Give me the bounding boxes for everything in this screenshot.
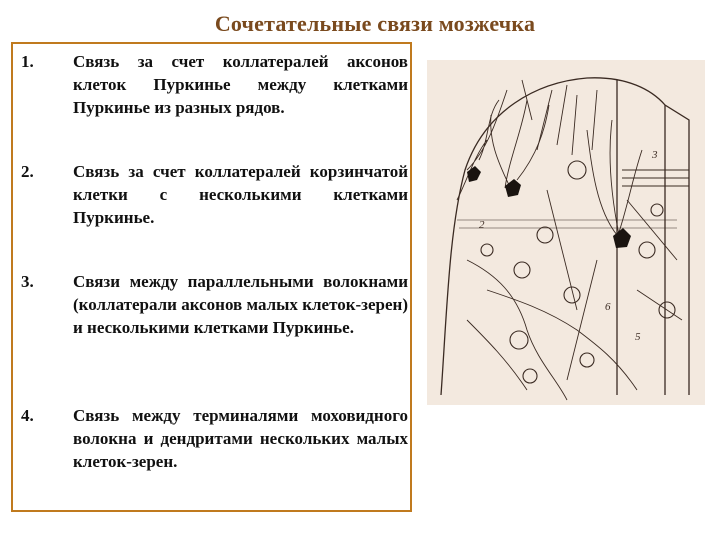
item-text: Связи между параллельными волокнами (коллатерали аксонов малых клеток-зерен) и несколькими клетками Пуркинье.	[73, 272, 408, 337]
connections-list	[11, 42, 412, 512]
item-text: Связь за счет коллатералей аксонов клеток Пуркинье между клетками Пуркинье из разных рядов.	[73, 52, 408, 117]
cerebellum-connections-illustration	[427, 60, 705, 405]
item-text: Связь между терминалями моховидного волокна и дендритами нескольких малых клеток-зерен.	[73, 406, 408, 471]
item-number: 1.	[21, 52, 34, 71]
item-text: Связь за счет коллатералей корзинчатой клетки с несколькими клетками Пуркинье.	[73, 162, 408, 227]
figure-label: 5	[635, 331, 641, 343]
figure-label: 3	[652, 149, 658, 161]
item-number: 3.	[21, 272, 34, 291]
figure-label: 2	[479, 219, 485, 231]
slide-title: Сочетательные связи мозжечка	[214, 11, 536, 36]
list-item	[21, 50, 406, 142]
list-item	[21, 270, 406, 385]
item-number: 2.	[21, 162, 34, 181]
item-number: 4.	[21, 406, 34, 425]
list-item	[21, 404, 406, 496]
drawing-background	[427, 60, 705, 405]
figure-label: 6	[605, 301, 611, 313]
list-item	[21, 160, 406, 252]
